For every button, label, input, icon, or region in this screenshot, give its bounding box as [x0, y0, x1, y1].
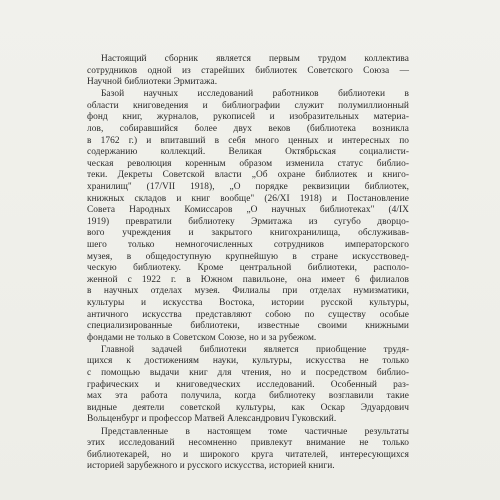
text-line: области книговедения и библиографии служит полумиллионный	[87, 100, 409, 111]
text-line: теки. Декреты Советской власти „Об охране библиотек и книго-	[87, 170, 409, 181]
text-line: музея, в общедоступную крупнейшую в стране искусствовед-	[87, 251, 409, 262]
text-line: в 1762 г.) и впитавший в себя много ценных и интересных по	[87, 135, 409, 146]
text-line: графических и книговедческих исследований. Особенный раз-	[87, 379, 409, 390]
text-line: мах эта работа получила, когда библиотеку возглавили такие	[87, 391, 409, 402]
text-line: ческую библиотеку. Кроме центральной библиотеки, располо-	[87, 263, 409, 274]
text-line: видные деятели советской культуры, как Оскар Эдуардович	[87, 402, 409, 413]
text-line: библиотекарей, но и широкого круга читателей, интересующихся	[87, 449, 409, 460]
text-line: Научной библиотеки Эрмитажа.	[87, 77, 218, 88]
text-line: античного искусства представляют собою по существу особые	[87, 309, 409, 320]
text-line: хранилищ" (17/VII 1918), „О порядке реквизиции библиотек,	[87, 182, 409, 193]
text-line: культуры и искусства Востока, истории русской культуры,	[87, 297, 409, 308]
text-line: специализированные библиотеки, известные своими книжными	[87, 321, 409, 332]
paragraph	[87, 427, 409, 473]
paragraph	[87, 54, 409, 89]
text-line: содержанию коллекций. Великая Октябрьская социалисти-	[87, 147, 409, 158]
text-line: Вольценбург и профессор Матвей Александрович Гуковский.	[87, 414, 337, 425]
text-line: сотрудников одной из старейших библиотек Советского Союза —	[87, 65, 409, 76]
text-line: шего только немногочисленных сотрудников императорского	[87, 240, 409, 250]
text-line: этих исследований несомненно привлекут внимание не только	[87, 438, 409, 449]
paragraph	[87, 345, 409, 426]
text-line: ческая революция коренным образом изменила статус библио-	[87, 158, 409, 169]
text-line: фондами не только в Советском Союзе, но и за рубежом.	[87, 332, 317, 343]
text-line: в научных отделах музея. Филиалы при отделах нумизматики,	[87, 286, 409, 297]
text-line: историей зарубежного и русского искусства, историей книги.	[87, 461, 335, 472]
text-line: Представленные в настоящем томе частичные результаты	[101, 426, 409, 437]
text-line: 1919) превратили библиотеку Эрмитажа из сугубо дворцо-	[87, 216, 409, 227]
text-line: щихся к достижениям науки, культуры, искусства не только	[87, 356, 409, 367]
text-line: с помощью выдачи книг для чтения, но и посредством библио-	[87, 368, 409, 379]
text-line: лов, собиравшийся более двух веков (библиотека возникла	[87, 124, 409, 135]
text-line: Настоящий сборник является первым трудом коллектива	[101, 54, 409, 64]
text-line: женной с 1922 г. в Южном павильоне, она имеет 6 филиалов	[87, 274, 409, 285]
paragraph	[87, 89, 409, 344]
text-line: Базой научных исследований работников библиотеки в	[101, 89, 409, 100]
body-text	[87, 54, 409, 473]
text-line: фонд книг, журналов, рукописей и изобразительных материа-	[87, 112, 409, 123]
text-line: Совета Народных Комиссаров „О научных библиотеках" (4/IX	[87, 205, 409, 216]
text-line: книжных складов и книг вообще" (26/XI 1918) и Постановление	[87, 193, 409, 204]
text-line: Главной задачей библиотеки является приобщение трудя-	[101, 344, 409, 355]
text-line: вого учреждения и закрытого книгохранилища, обслуживав-	[87, 228, 409, 239]
